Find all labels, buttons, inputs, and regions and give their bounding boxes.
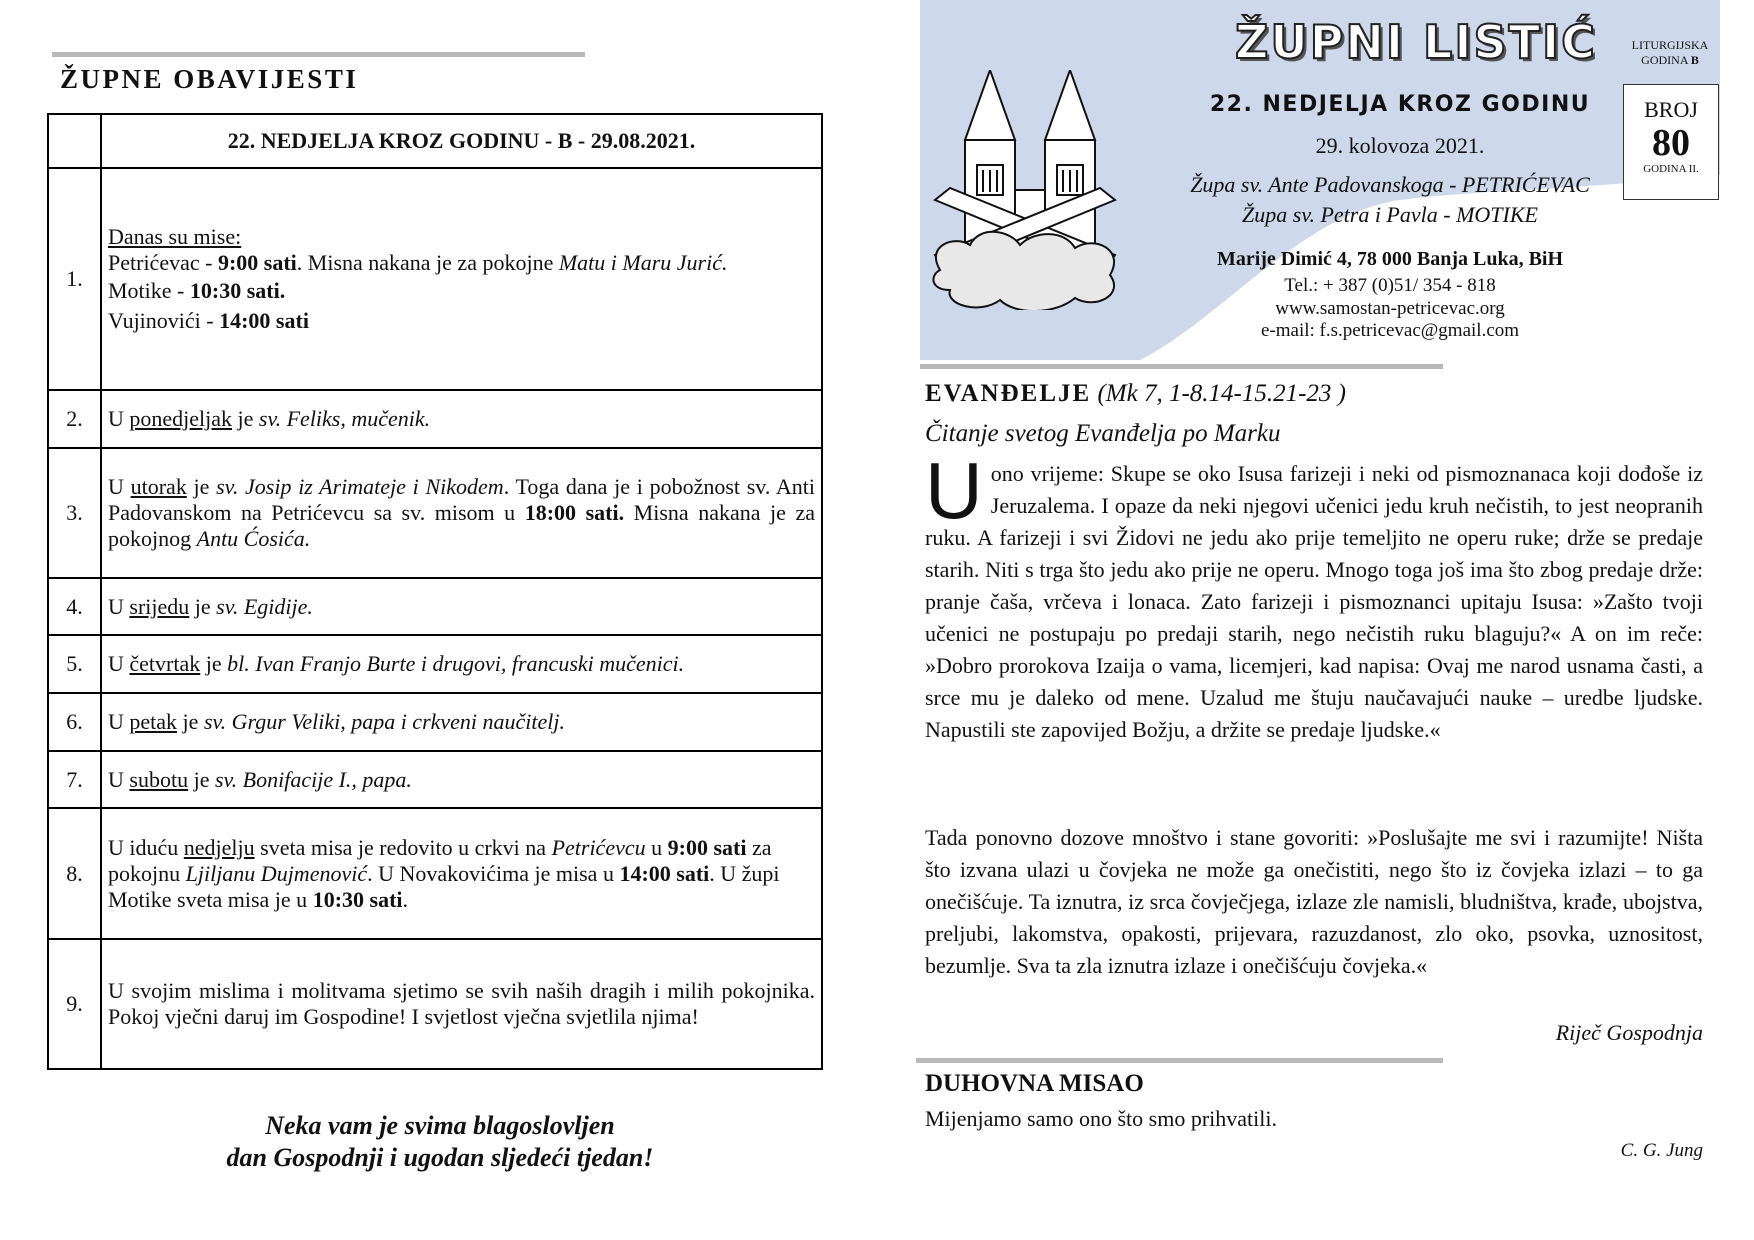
announcements-heading: ŽUPNE OBAVIJESTI: [60, 64, 359, 94]
gospel-subtitle: Čitanje svetog Evanđelja po Marku: [925, 420, 1281, 447]
parish-motike: Župa sv. Petra i Pavla - MOTIKE: [1242, 202, 1538, 227]
address: Marije Dimić 4, 78 000 Banja Luka, BiH: [1216, 248, 1564, 270]
mass-vujinovici: Vujinovići - 14:00 sati: [108, 308, 309, 333]
parish-petricevac: Župa sv. Ante Padovanskoga - PETRIĆEVAC: [1190, 172, 1590, 197]
row-text: U ponedjeljak je sv. Feliks, mučenik.: [101, 390, 822, 448]
mass-petricevac: Petrićevac - 9:00 sati. Misna nakana je za pokojne Matu i Maru Jurić.: [108, 250, 728, 275]
gospel-paragraph-1: Uono vrijeme: Skupe se oko Isusa farizeji i neki od pismoznanaca koji dođoše iz Jeruzalema. I opaze da neki njegovi učenici jedu kruh nečistih, to jest neopranih ruku. A farizeji i svi Židovi ne jedu ako prije temeljito ne operu ruke; drže se predaje starih. Niti s trga što jedu ako prije ne operu. Mnogo toga još ima što zbog predaje drže: pranje čaša, vrčeva i lonaca. Zato farizeji i pismoznanci upitaju Isusa: »Zašto tvoji učenici ne postupaju po predaji starih, nego nečistih ruku blaguju?« A on im reče: »Dobro prorokova Izaija o vama, licemjeri, kad napisa: Ovaj me narod usnama časti, a srce mu je daleko od mene. Uzalud me štuju naučavajući nauke – uredbe ljudske. Napustili ste zapovijed Božju, a držite se predaje ljudske.«: [925, 446, 1703, 742]
row-number: 5.: [48, 635, 101, 693]
issue-year: GODINA II.: [1643, 163, 1699, 175]
church-logo: [925, 70, 1125, 310]
issue-label: BROJ: [1644, 97, 1698, 122]
gospel-closing: Riječ Gospodnja: [1555, 1020, 1703, 1045]
masses-title: Danas su mise:: [108, 224, 242, 249]
table-row: [48, 168, 822, 390]
row-number: 7.: [48, 751, 101, 808]
mass-motike: Motike - 10:30 sati.: [108, 278, 286, 303]
top-left-rule: [52, 52, 585, 57]
table-row: [48, 808, 822, 939]
row-number: 2.: [48, 390, 101, 448]
table-row: [48, 693, 822, 751]
issue-number-box: [1623, 84, 1719, 200]
announcements-table: [47, 113, 823, 1070]
issue-number: 80: [1652, 122, 1690, 164]
row-text: U iduću nedjelju sveta misa je redovito u crkvi na Petrićevcu u 9:00 sati za pokojnu Ljiljanu Dujmenović. U Novakovićima je misa u 14:00 sati. U župi Motike sveta misa je u 10:30 sati.: [101, 808, 822, 939]
table-row: [48, 578, 822, 635]
closing-blessing: Neka vam je svima blagoslovljen dan Gospodnji i ugodan sljedeći tjedan!: [226, 1111, 654, 1172]
row-text: U subotu je sv. Bonifacije I., papa.: [101, 751, 822, 808]
drop-cap: U: [925, 446, 983, 535]
row-number: 8.: [48, 808, 101, 939]
sunday-title: 22. NEDJELJA KROZ GODINU: [1209, 92, 1591, 117]
row-number: 6.: [48, 693, 101, 751]
table-header: 22. NEDJELJA KROZ GODINU - B - 29.08.2021.: [101, 114, 822, 168]
liturgical-year: LITURGIJSKA GODINA B: [1631, 38, 1709, 67]
spirit-rule: [916, 1058, 1443, 1063]
row-text: U utorak je sv. Josip iz Arimateje i Nikodem. Toga dana je i pobožnost sv. Anti Padovanskom na Petrićevcu sa sv. misom u 18:00 sati. Misna nakana je za pokojnog Antu Ćosića.: [101, 448, 822, 578]
table-header-row: [48, 114, 822, 168]
spiritual-thought-text: Mijenjamo samo ono što smo prihvatili.: [925, 1106, 1277, 1131]
table-row: [48, 939, 822, 1069]
bulletin-date: 29. kolovoza 2021.: [1315, 133, 1485, 158]
spiritual-thought-heading: DUHOVNA MISAO: [925, 1070, 1144, 1097]
table-row: [48, 751, 822, 808]
table-row: [48, 448, 822, 578]
row-text: U srijedu je sv. Egidije.: [101, 578, 822, 635]
row-text: U četvrtak je bl. Ivan Franjo Burte i drugovi, francuski mučenici.: [101, 635, 822, 693]
bulletin-title: ŽUPNI LISTIĆ: [1235, 15, 1597, 69]
row-number: 4.: [48, 578, 101, 635]
row-text: U svojim mislima i molitvama sjetimo se svih naših dragih i milih pokojnika. Pokoj vječni daruj im Gospodine! I svjetlost vječna svjetlila njima!: [101, 939, 822, 1069]
table-row: [48, 390, 822, 448]
table-row: [48, 635, 822, 693]
row-number: 9.: [48, 939, 101, 1069]
gospel-heading: EVANĐELJE (Mk 7, 1-8.14-15.21-23 ): [925, 380, 1347, 407]
telephone: Tel.: + 387 (0)51/ 354 - 818: [1284, 275, 1496, 296]
row-text: U petak je sv. Grgur Veliki, papa i crkveni naučitelj.: [101, 693, 822, 751]
header-rule: [920, 364, 1443, 369]
gospel-paragraph-2: Tada ponovno dozove mnoštvo i stane govoriti: »Poslušajte me svi i razumijte! Ništa što izvana ulazi u čovjeka ne može ga onečistiti, nego što iz čovjeka izlazi – to ga onečišćuje. Ta iznutra, iz srca čovječjega, izlaze zle namisli, bludništva, krađe, ubojstva, preljubi, lakomstva, opakosti, prijevara, razuzdanost, zlo oko, psovka, uznositost, bezumlje. Sva ta zla iznutra izlaze i onečišćuju čovjeka.«: [925, 825, 1703, 978]
row-number: 1.: [48, 168, 101, 390]
row-text: [101, 168, 822, 390]
email-link[interactable]: e-mail: f.s.petricevac@gmail.com: [1260, 320, 1520, 341]
row-number: 3.: [48, 448, 101, 578]
website-link[interactable]: www.samostan-petricevac.org: [1275, 298, 1505, 319]
spiritual-thought-author: C. G. Jung: [1620, 1140, 1703, 1161]
